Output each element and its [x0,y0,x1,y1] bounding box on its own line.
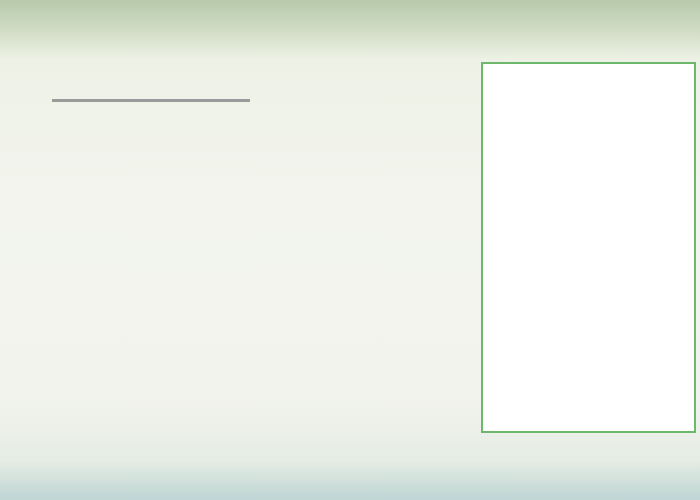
site-plan-frame [481,62,696,433]
title-underline [52,99,250,102]
site-plan-drawing [483,64,694,431]
background-bottom-fade [0,460,700,500]
background-top-foliage [0,0,700,60]
